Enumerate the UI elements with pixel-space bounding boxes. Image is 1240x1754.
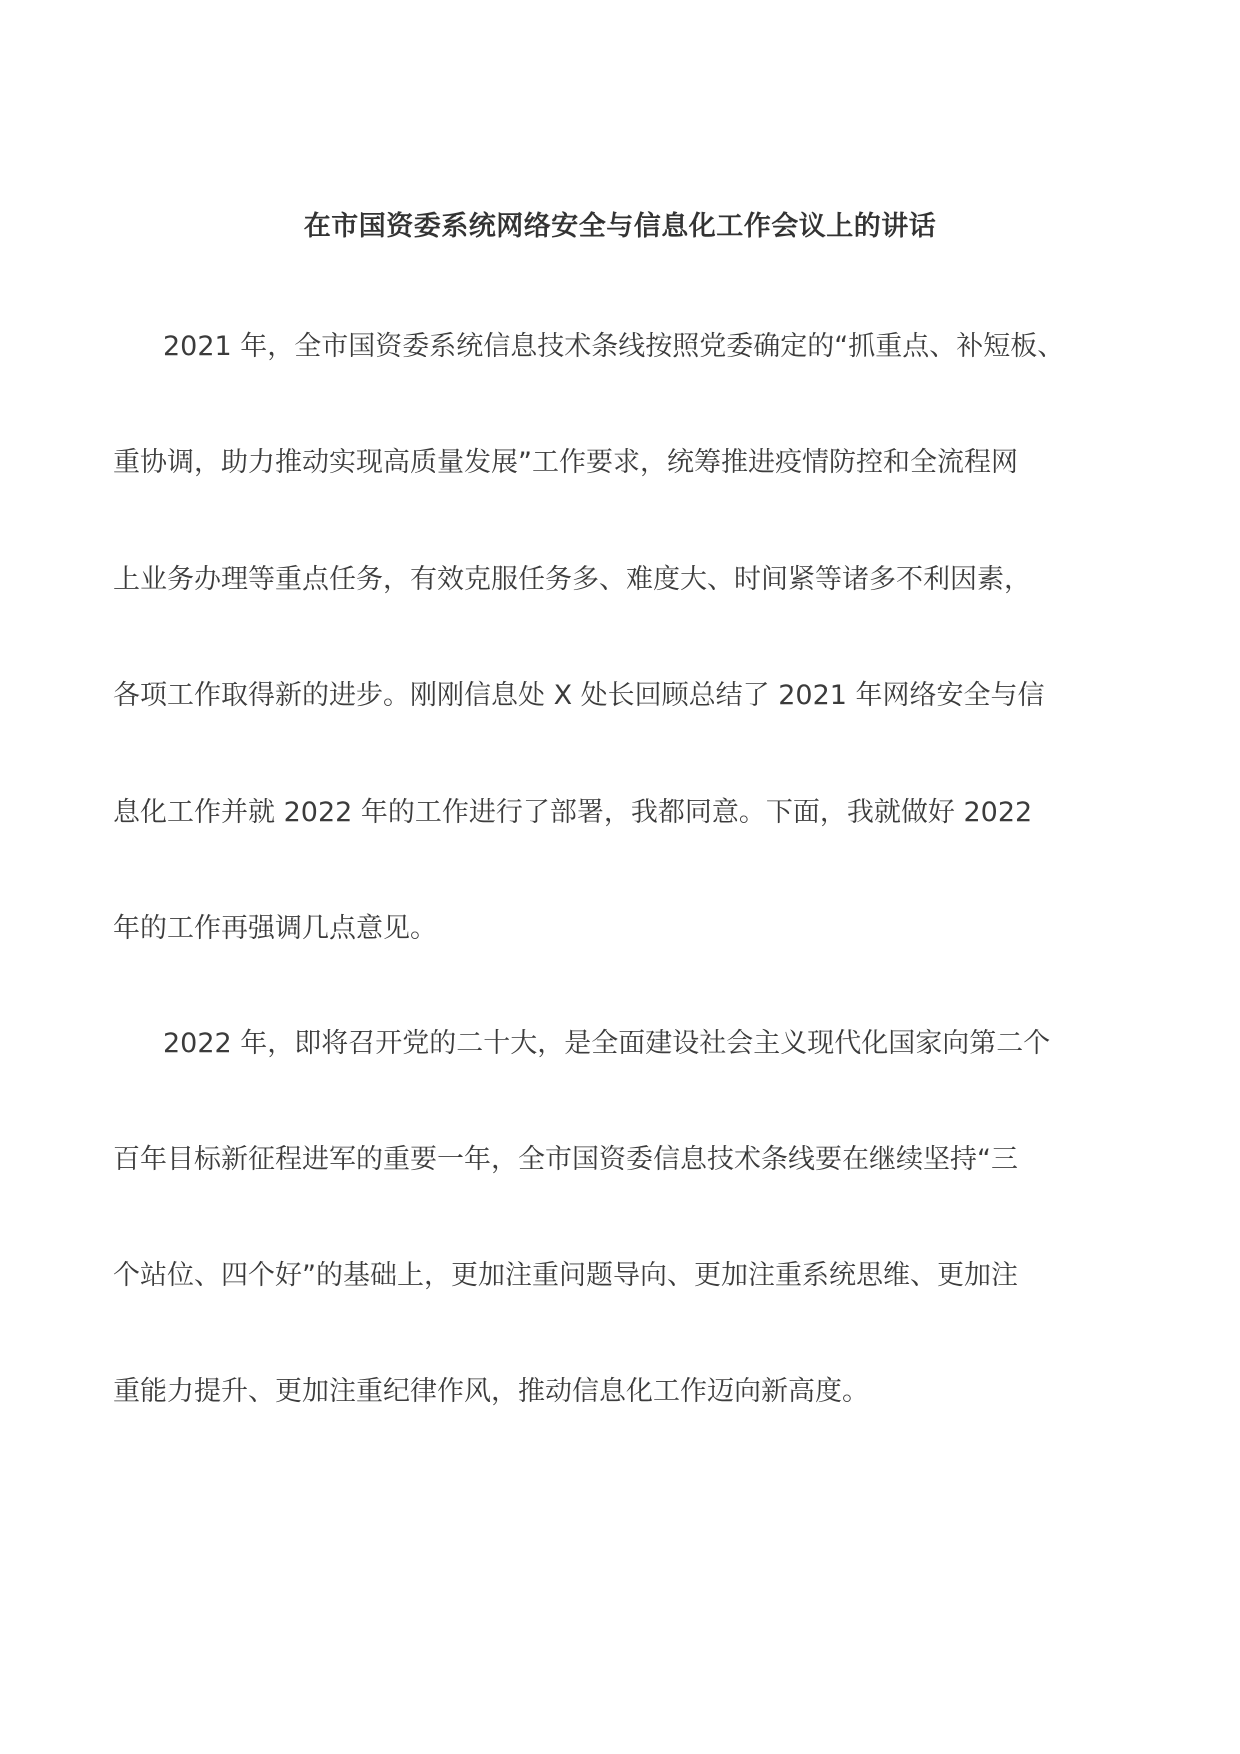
- paragraph-line: 个站位、四个好”的基础上，更加注重问题导向、更加注重系统思维、更加注: [113, 1260, 1018, 1291]
- paragraph-line: 上业务办理等重点任务，有效克服任务多、难度大、时间紧等诸多不利因素，: [113, 564, 1031, 595]
- paragraph-line: 息化工作并就 2022 年的工作进行了部署，我都同意。下面，我就做好 2022: [113, 797, 1033, 828]
- paragraph-line: 重能力提升、更加注重纪律作风，推动信息化工作迈向新高度。: [113, 1376, 869, 1407]
- paragraph-line: 重协调，助力推动实现高质量发展”工作要求，统筹推进疫情防控和全流程网: [113, 447, 1018, 478]
- paragraph-line: 年的工作再强调几点意见。: [113, 913, 437, 944]
- document-title: 在市国资委系统网络安全与信息化工作会议上的讲话: [303, 211, 937, 242]
- paragraph-line: 2021 年，全市国资委系统信息技术条线按照党委确定的“抓重点、补短板、: [163, 331, 1065, 362]
- paragraph-line: 各项工作取得新的进步。刚刚信息处 X 处长回顾总结了 2021 年网络安全与信: [113, 680, 1045, 711]
- paragraph-line: 百年目标新征程进军的重要一年，全市国资委信息技术条线要在继续坚持“三: [113, 1144, 1018, 1175]
- paragraph-line: 2022 年，即将召开党的二十大，是全面建设社会主义现代化国家向第二个: [163, 1028, 1051, 1059]
